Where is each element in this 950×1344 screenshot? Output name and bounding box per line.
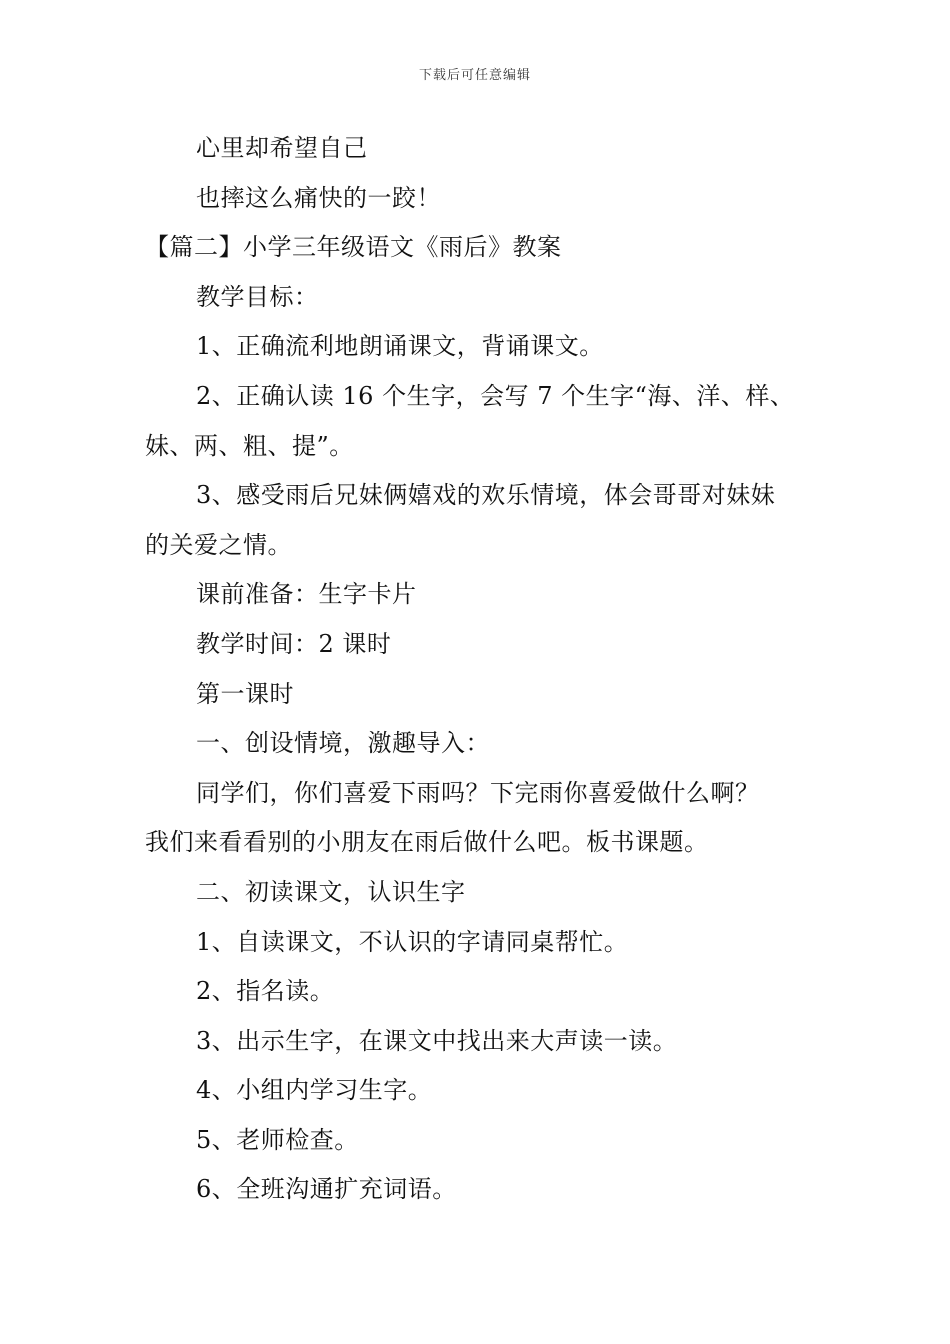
- paragraph-line: 教学目标：: [196, 282, 319, 311]
- paragraph-line: 1、自读课文，不认识的字请同桌帮忙。: [196, 927, 629, 956]
- paragraph-line: 2、正确认读 16 个生字，会写 7 个生字“海、洋、样、: [196, 381, 795, 410]
- paragraph-line: 同学们，你们喜爱下雨吗？下完雨你喜爱做什么啊？: [196, 778, 760, 807]
- paragraph-line: 我们来看看别的小朋友在雨后做什么吧。板书课题。: [145, 828, 709, 857]
- paragraph-line: 4、小组内学习生字。: [196, 1076, 433, 1105]
- paragraph-line: 也摔这么痛快的一跤！: [196, 183, 441, 212]
- paragraph-line: 心里却希望自己: [196, 134, 368, 162]
- paragraph-line: 教学时间：2 课时: [196, 629, 392, 658]
- paragraph-line: 1、正确流利地朗诵课文，背诵课文。: [196, 332, 604, 361]
- paragraph-line: 妹、两、粗、提”。: [145, 431, 354, 460]
- paragraph-line: 5、老师检查。: [196, 1125, 359, 1154]
- paragraph-line: 一、创设情境，激趣导入：: [196, 729, 490, 758]
- paragraph-line: 课前准备：生字卡片: [196, 580, 417, 609]
- section-heading: 【篇二】小学三年级语文《雨后》教案: [145, 233, 562, 262]
- paragraph-line: 3、出示生字，在课文中找出来大声读一读。: [196, 1026, 678, 1055]
- page-header: 下载后可任意编辑: [418, 68, 531, 83]
- paragraph-line: 的关爱之情。: [145, 530, 292, 559]
- paragraph-line: 6、全班沟通扩充词语。: [196, 1175, 457, 1204]
- paragraph-line: 2、指名读。: [196, 977, 335, 1006]
- paragraph-line: 二、初读课文，认识生字: [196, 877, 466, 906]
- paragraph-line: 第一课时: [196, 679, 294, 708]
- document-body: [145, 124, 810, 1215]
- paragraph-line: 3、感受雨后兄妹俩嬉戏的欢乐情境，体会哥哥对妹妹: [196, 481, 776, 510]
